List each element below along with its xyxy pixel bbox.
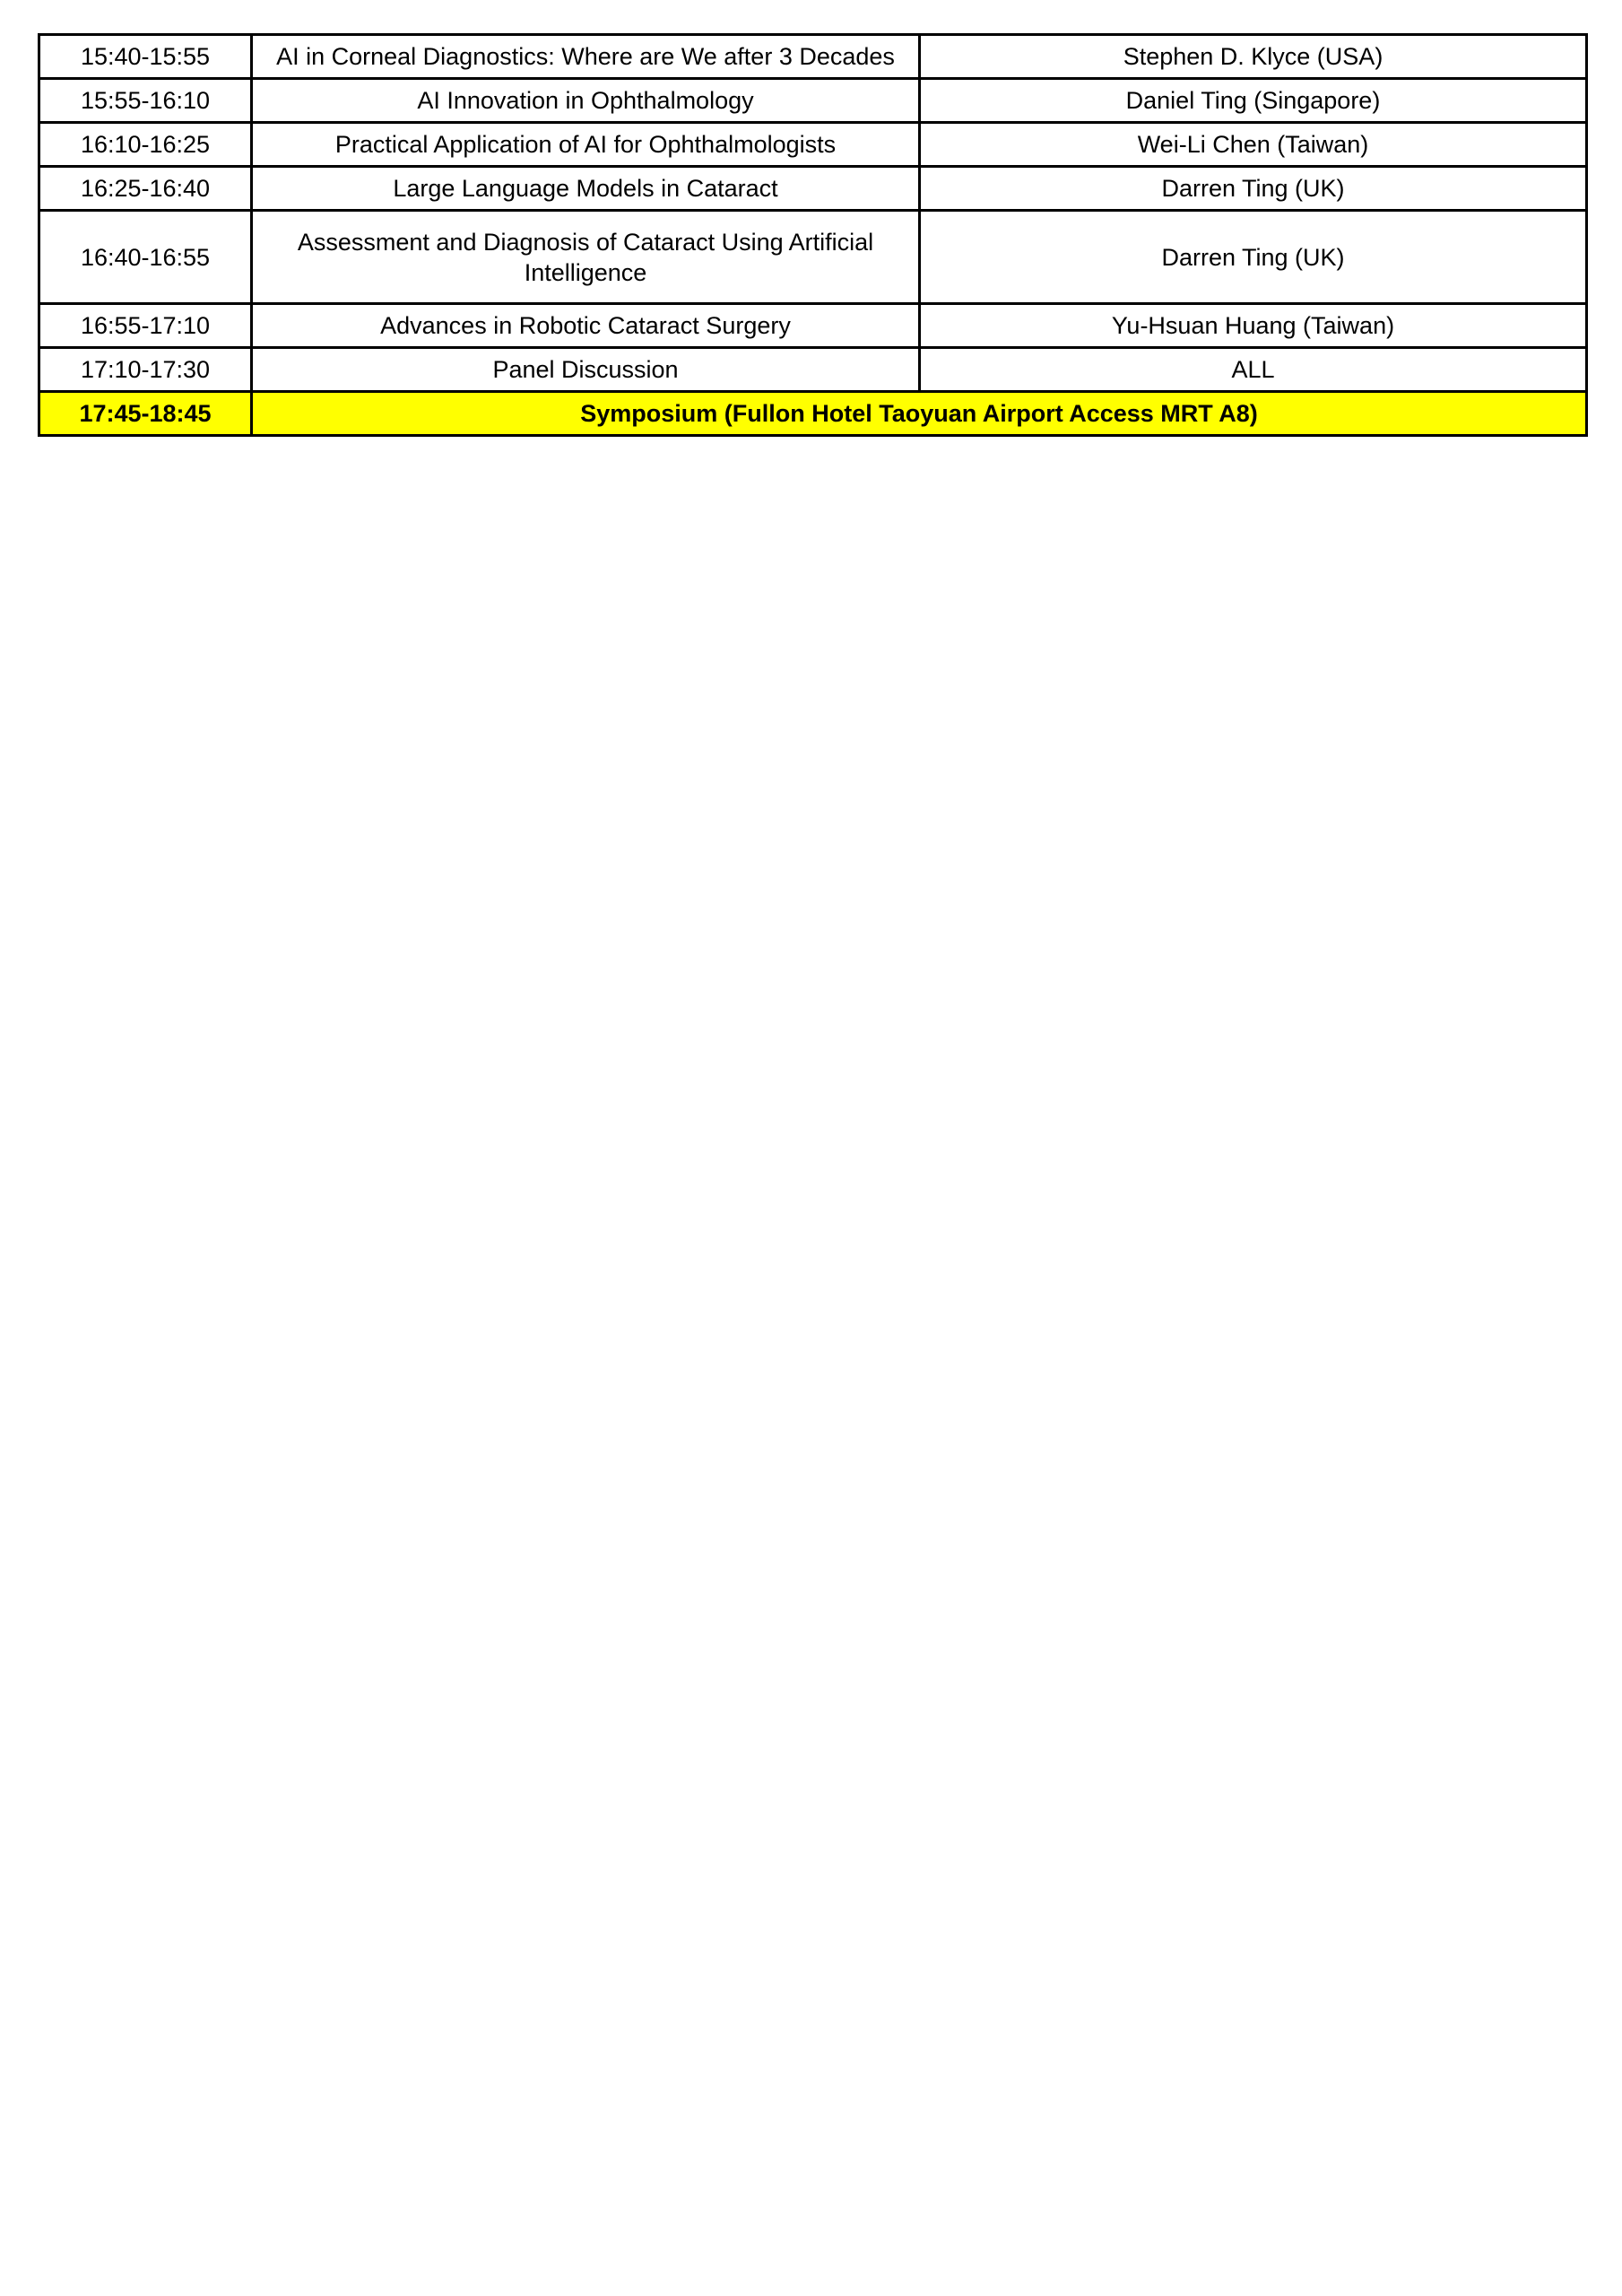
time-cell: 17:10-17:30 (39, 348, 252, 392)
speaker-cell: Darren Ting (UK) (920, 167, 1587, 211)
time-cell: 15:55-16:10 (39, 79, 252, 123)
time-cell: 16:40-16:55 (39, 211, 252, 304)
table-row (39, 35, 1587, 79)
symposium-time-cell: 17:45-18:45 (39, 392, 252, 436)
table-row (39, 348, 1587, 392)
topic-cell: AI in Corneal Diagnostics: Where are We after 3 Decades (252, 35, 920, 79)
time-cell: 16:55-17:10 (39, 304, 252, 348)
table-row (39, 79, 1587, 123)
topic-cell: Large Language Models in Cataract (252, 167, 920, 211)
topic-cell: Panel Discussion (252, 348, 920, 392)
symposium-row (39, 392, 1587, 436)
topic-cell: Assessment and Diagnosis of Cataract Using Artificial Intelligence (252, 211, 920, 304)
topic-cell: Advances in Robotic Cataract Surgery (252, 304, 920, 348)
time-cell: 16:10-16:25 (39, 123, 252, 167)
speaker-cell: Yu-Hsuan Huang (Taiwan) (920, 304, 1587, 348)
table-row (39, 304, 1587, 348)
topic-cell: Practical Application of AI for Ophthalmologists (252, 123, 920, 167)
speaker-cell: Darren Ting (UK) (920, 211, 1587, 304)
topic-cell: AI Innovation in Ophthalmology (252, 79, 920, 123)
table-row (39, 167, 1587, 211)
time-cell: 16:25-16:40 (39, 167, 252, 211)
speaker-cell: Wei-Li Chen (Taiwan) (920, 123, 1587, 167)
speaker-cell: Stephen D. Klyce (USA) (920, 35, 1587, 79)
table-row (39, 123, 1587, 167)
symposium-title-cell: Symposium (Fullon Hotel Taoyuan Airport Access MRT A8) (252, 392, 1587, 436)
schedule-table (38, 33, 1588, 437)
speaker-cell: ALL (920, 348, 1587, 392)
time-cell: 15:40-15:55 (39, 35, 252, 79)
speaker-cell: Daniel Ting (Singapore) (920, 79, 1587, 123)
table-row (39, 211, 1587, 304)
